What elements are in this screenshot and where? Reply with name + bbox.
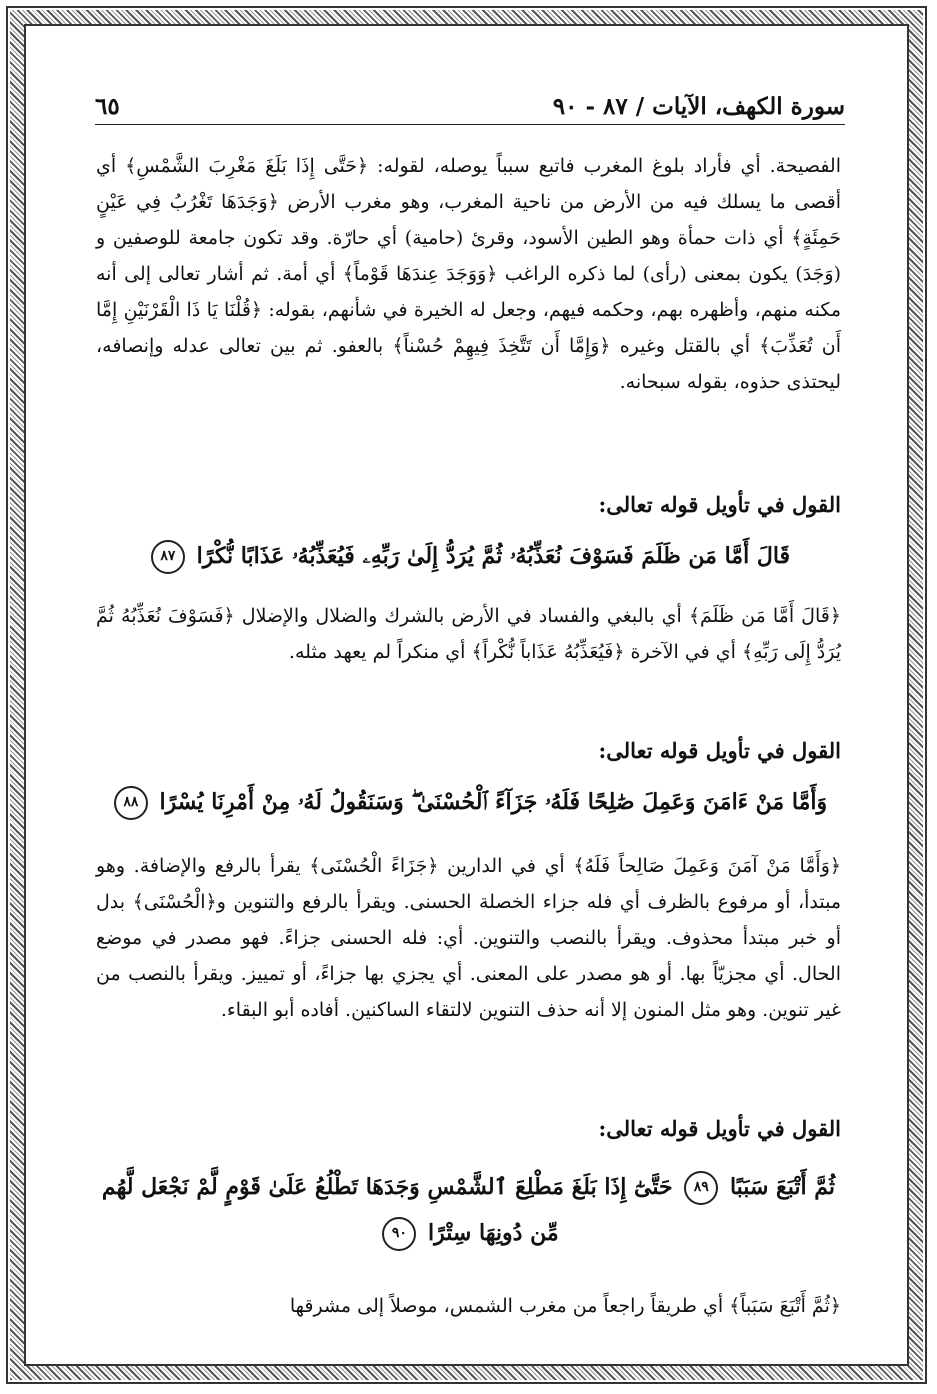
header-title: سورة الكهف، الآيات / ٨٧ - ٩٠ bbox=[552, 93, 845, 120]
page-number: ٦٥ bbox=[95, 93, 120, 120]
verse-87 bbox=[96, 540, 841, 574]
ayah-number-89: ٨٩ bbox=[684, 1171, 718, 1205]
section-heading-1: القول في تأويل قوله تعالى: bbox=[598, 492, 841, 517]
section-heading-3: القول في تأويل قوله تعالى: bbox=[598, 1116, 841, 1141]
paragraph-4: ﴿ثُمَّ أَتْبَعَ سَبَباً﴾ أي طريقاً راجعاً من مغرب الشمس، موصلاً إلى مشرقها bbox=[289, 1295, 841, 1317]
verse-90-text: حَتَّىٰٓ إِذَا بَلَغَ مَطْلِعَ ٱلشَّمْسِ وَجَدَهَا تَطْلُعُ عَلَىٰ قَوْمٍ لَّمْ نَجْعَل لَّهُم مِّن دُونِهَا سِتْرًا bbox=[101, 1174, 673, 1246]
paragraph-3: ﴿وَأَمَّا مَنْ آمَنَ وَعَمِلَ صَالِحاً فَلَهُ﴾ أي في الدارين ﴿جَزَاءً الْحُسْنَى﴾ يقرأ بالرفع والإضافة. وهو مبتدأ، أو مرفوع بالظرف أي فله جزاء الخصلة الحسنى. ويقرأ بالرفع والتنوين و﴿الْحُسْنَى﴾ بدل أو خبر مبتدأ محذوف. ويقرأ بالنصب والتنوين. أي: فله الحسنى جزاءً. فهو مصدر في موضع الحال. أي مجزيّاً بها. أو هو مصدر على المعنى. أي يجزي بها جزاءً، أو تمييز. ويقرأ بالنصب من غير تنوين. وهو مثل المنون إلا أنه حذف التنوين لالتقاء الساكنين. أفاده أبو البقاء. bbox=[96, 855, 841, 1021]
verse-89-text: ثُمَّ أَتْبَعَ سَبَبًا bbox=[729, 1174, 836, 1200]
paragraph-2: ﴿قَالَ أَمَّا مَن ظَلَمَ﴾ أي بالبغي والفساد في الأرض بالشرك والضلال والإضلال ﴿فَسَوْفَ نُعَذِّبُهُ ثُمَّ يُرَدُّ إِلَى رَبِّهِ﴾ أي في الآخرة ﴿فَيُعَذِّبُهُ عَذَاباً نُّكْراً﴾ أي منكراً لم يعهد مثله. bbox=[96, 605, 841, 663]
paragraph-1: الفصيحة. أي فأراد بلوغ المغرب فاتبع سبباً يوصله، لقوله: ﴿حَتَّى إِذَا بَلَغَ مَغْرِبَ الشَّمْسِ﴾ أي أقصى ما يسلك فيه من الأرض من ناحية المغرب، وهو مغرب الأرض ﴿وَجَدَهَا تَغْرُبُ فِي عَيْنٍ حَمِئَةٍ﴾ أي ذات حمأة وهو الطين الأسود، وقرئ (حامية) أي حارّة. وقد تكون جامعة للوصفين و (وَجَدَ) يكون بمعنى (رأى) لما ذكره الراغب ﴿وَوَجَدَ عِندَهَا قَوْماً﴾ أي أمة. ثم أشار تعالى إلى أنه مكنه منهم، وأظهره بهم، وحكمه فيهم، وجعل له الخيرة في شأنهم، بقوله: ﴿قُلْنَا يَا ذَا الْقَرْنَيْنِ إِمَّا أَن تُعَذِّبَ﴾ أي بالقتل وغيره ﴿وَإِمَّا أَن تَتَّخِذَ فِيهِمْ حُسْناً﴾ بالعفو. ثم بين تعالى عدله وإنصافه، ليحتذى حذوه، بقوله سبحانه. bbox=[96, 155, 841, 393]
section-heading-2: القول في تأويل قوله تعالى: bbox=[598, 738, 841, 763]
verse-89-90 bbox=[96, 1164, 841, 1256]
ayah-number-90: ٩٠ bbox=[382, 1217, 416, 1251]
running-header bbox=[95, 84, 845, 125]
ayah-number-87: ٨٧ bbox=[151, 540, 185, 574]
ayah-number-88: ٨٨ bbox=[114, 786, 148, 820]
verse-88 bbox=[96, 786, 841, 820]
verse-87-text: قَالَ أَمَّا مَن ظَلَمَ فَسَوْفَ نُعَذِّبُهُۥ ثُمَّ يُرَدُّ إِلَىٰ رَبِّهِۦ فَيُعَذِّبُهُۥ عَذَابًا نُّكْرًا bbox=[196, 543, 791, 569]
verse-88-text: وَأَمَّا مَنْ ءَامَنَ وَعَمِلَ صَٰلِحًا فَلَهُۥ جَزَآءً ٱلْحُسْنَىٰ ۖ وَسَنَقُولُ لَهُۥ مِنْ أَمْرِنَا يُسْرًا bbox=[159, 789, 828, 815]
